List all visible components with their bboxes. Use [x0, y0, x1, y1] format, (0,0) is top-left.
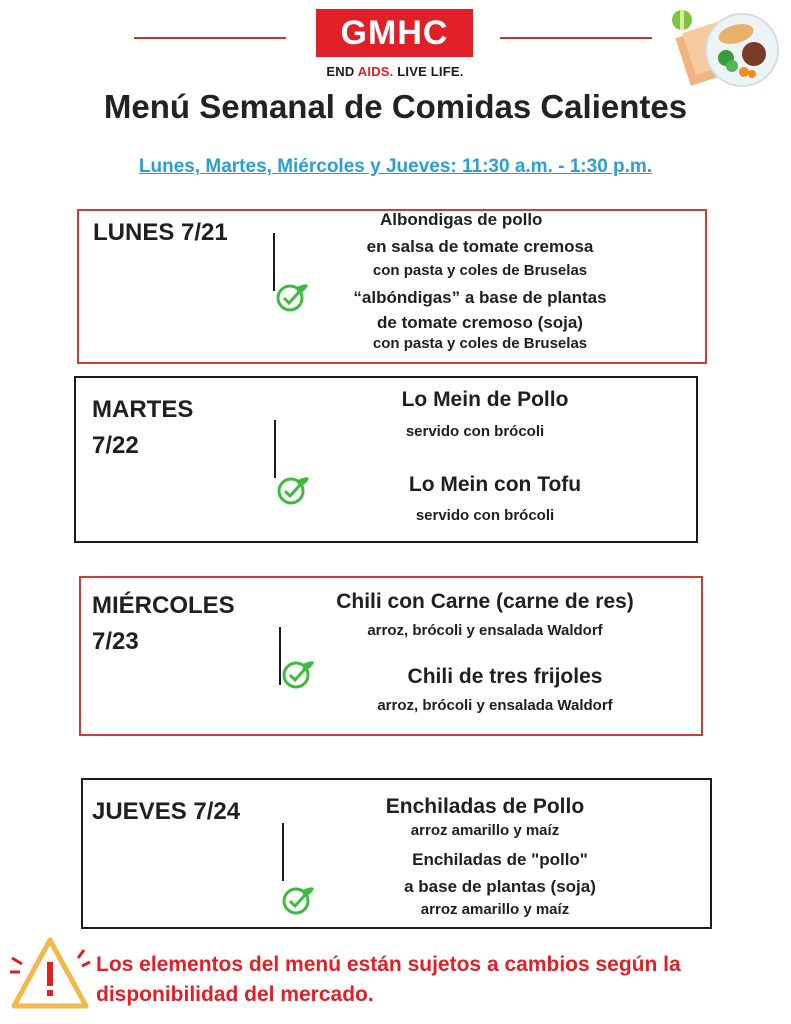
- thursday-dish-1-side: arroz amarillo y maíz: [410, 822, 560, 839]
- tuesday-dish-1: Lo Mein de Pollo: [401, 388, 569, 411]
- wednesday-day-label-1: MIÉRCOLES: [92, 592, 235, 619]
- page-title: Menú Semanal de Comidas Calientes: [103, 88, 688, 125]
- tagline-prefix: END: [326, 64, 358, 79]
- thursday-day-label: JUEVES 7/24: [92, 798, 241, 825]
- monday-dish-1-line2: en salsa de tomate cremosa: [366, 237, 594, 256]
- wednesday-dish-2: Chili de tres frijoles: [407, 665, 603, 688]
- vegan-check-icon: [281, 884, 315, 916]
- vegan-check-icon: [276, 474, 310, 506]
- wednesday-dish-1: Chili con Carne (carne de res): [336, 590, 634, 613]
- wednesday-dish-1-side: arroz, brócoli y ensalada Waldorf: [367, 622, 603, 639]
- header-rule-left: [134, 37, 286, 39]
- tagline-suffix: LIVE LIFE.: [393, 64, 464, 79]
- disclaimer-line-1: Los elementos del menú están sujetos a cambios según la: [96, 953, 681, 976]
- tuesday-dish-2-side: servido con brócoli: [415, 507, 555, 524]
- monday-dish-2: “albóndigas” a base de plantas: [353, 288, 607, 307]
- thursday-divider: [282, 823, 284, 881]
- monday-dish-2-line2: de tomate cremoso (soja): [377, 313, 583, 332]
- tuesday-day-label-2: 7/22: [92, 432, 139, 459]
- monday-day-label: LUNES 7/21: [93, 219, 228, 246]
- tagline: [300, 64, 490, 79]
- wednesday-day-label-2: 7/23: [92, 628, 139, 655]
- warning-icon: [8, 932, 92, 1016]
- tuesday-day-label-1: MARTES: [92, 396, 194, 423]
- thursday-dish-2-side: arroz amarillo y maíz: [420, 901, 570, 918]
- monday-dish-1: Albondigas de pollo: [380, 210, 543, 229]
- thursday-dish-1: Enchiladas de Pollo: [385, 795, 585, 818]
- monday-dish-1-side: con pasta y coles de Bruselas: [372, 262, 588, 279]
- food-plate-icon: [668, 8, 784, 88]
- header-rule-right: [500, 37, 652, 39]
- wednesday-dish-2-side: arroz, brócoli y ensalada Waldorf: [377, 697, 613, 714]
- tuesday-divider: [274, 420, 276, 478]
- monday-dish-2-side: con pasta y coles de Bruselas: [372, 335, 588, 352]
- thursday-dish-2-line2: a base de plantas (soja): [404, 877, 596, 896]
- disclaimer-line-2: disponibilidad del mercado.: [96, 983, 374, 1006]
- tagline-red: AIDS.: [357, 64, 394, 79]
- menu-disclaimer: [96, 950, 776, 1010]
- vegan-check-icon: [281, 658, 315, 690]
- thursday-dish-2: Enchiladas de "pollo": [412, 850, 588, 869]
- tuesday-dish-2: Lo Mein con Tofu: [408, 473, 582, 496]
- service-hours: Lunes, Martes, Miércoles y Jueves: 11:30 a.m. - 1:30 p.m.: [138, 156, 653, 177]
- gmhc-logo: GMHC: [316, 9, 473, 57]
- tuesday-dish-1-side: servido con brócoli: [405, 423, 545, 440]
